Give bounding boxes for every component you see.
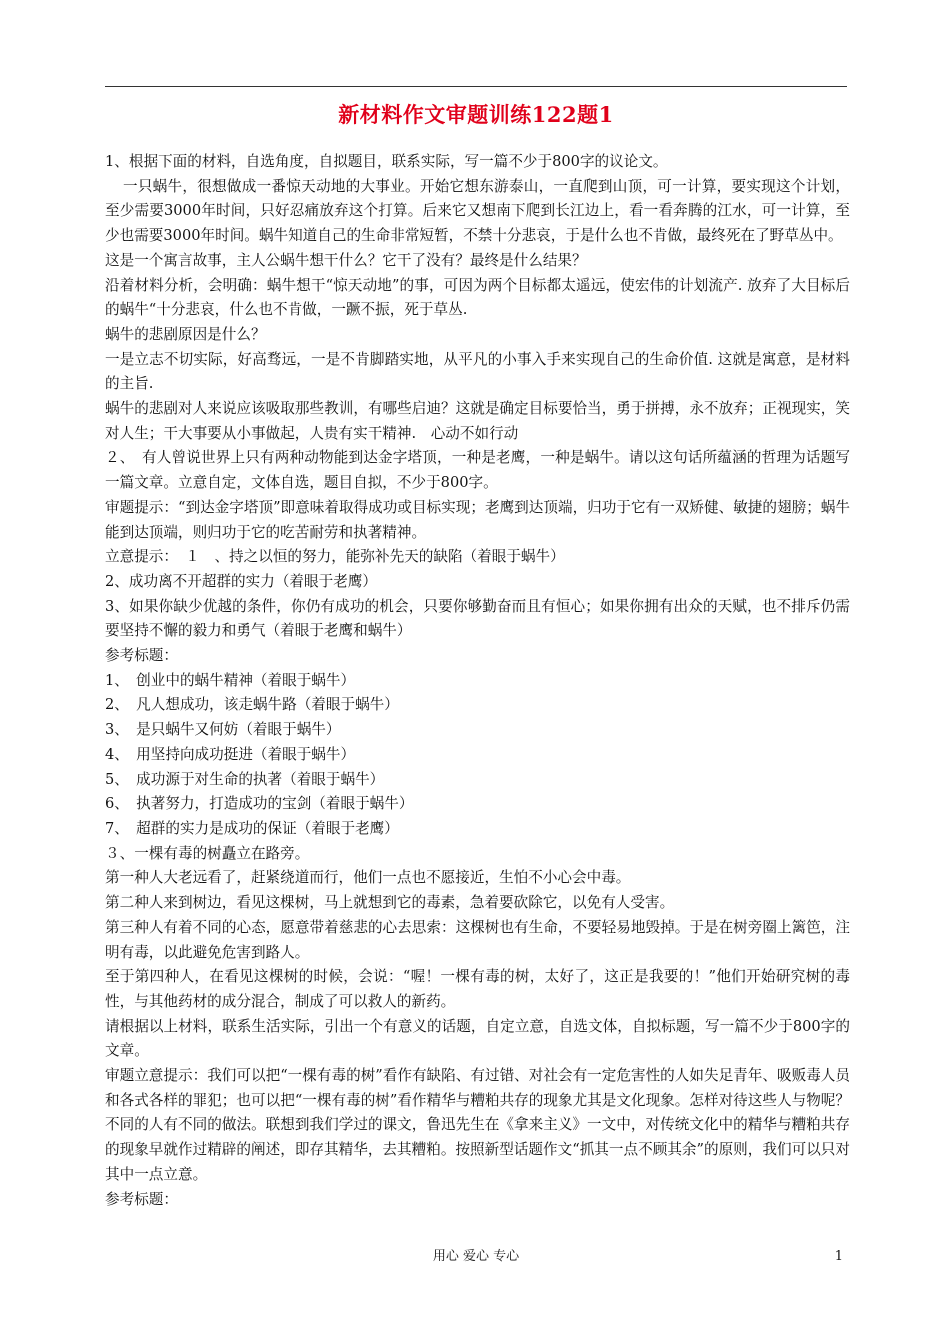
reference-title-item: 3、 是只蜗牛又何妨（着眼于蜗牛） (105, 721, 341, 739)
header-rule (105, 86, 847, 87)
theme-hint-1: 立意提示： １ 、持之以恒的努力，能弥补先天的缺陷（着眼于蜗牛） (105, 548, 565, 566)
lessons-paragraph: 蜗牛的悲剧对人来说应该吸取那些教训，有哪些启迪？这就是确定目标要恰当，勇于拼搏，永不放弃；正视现实，笑对人生；干大事要从小事做起，人贵有实干精神. 心动不如行动 (105, 400, 850, 442)
question-3-prompt: 请根据以上材料，联系生活实际，引出一个有意义的话题，自定立意，自选文体，自拟标题，写一篇不少于800字的文章。 (105, 1017, 850, 1060)
reference-title-item: 2、 凡人想成功，该走蜗牛路（着眼于蜗牛） (105, 696, 399, 714)
fourth-person-type: 至于第四种人，在看见这棵树的时候，会说：“喔！一棵有毒的树，太好了，这正是我要的！”他们开始研究树的毒性，与其他药材的成分混合，制成了可以救人的新药。 (105, 968, 850, 1010)
third-person-type: 第三种人有着不同的心态，愿意带着慈悲的心去思索：这棵树也有生命，不要轻易地毁掉。于是在树旁圈上篱笆，注明有毒，以此避免危害到路人。 (105, 918, 850, 961)
document-title: 新材料作文审题训练122题1 (338, 102, 614, 127)
snail-fable-paragraph: 一只蜗牛，很想做成一番惊天动地的大事业。开始它想东游泰山，一直爬到山顶，可一计算，要实现这个计划，至少需要3000年时间，只好忍痛放弃这个打算。后来它又想南下爬到长江边上，看一看奔腾的江水，可一计算，至少也需要3000年时间。蜗牛知道自己的生命非常短暂，不禁十分悲哀，于是什么也不肯做，最终死在了野草丛中。 (105, 177, 850, 245)
first-person-type: 第一种人大老远看了，赶紧绕道而行，他们一点也不愿接近，生怕不小心会中毒。 (105, 869, 631, 887)
question-1-prompt: 1、根据下面的材料，自选角度，自拟题目，联系实际，写一篇不少于800字的议论文。 (105, 153, 668, 170)
footer-motto: 用心 爱心 专心 (432, 1249, 520, 1264)
reference-titles-heading: 参考标题： (105, 647, 178, 665)
reference-title-item: 4、 用坚持向成功挺进（着眼于蜗牛） (105, 745, 356, 763)
material-analysis: 沿着材料分析，会明确：蜗牛想干“惊天动地”的事，可因为两个目标都太遥远，使宏伟的计划流产. 放弃了大目标后的蜗牛“十分悲哀，什么也不肯做，一蹶不振，死于草丛. (105, 276, 850, 319)
theme-hint-3: 3、如果你缺少优越的条件，你仍有成功的机会，只要你够勤奋而且有恒心；如果你拥有出众的天赋，也不排斥仍需要坚持不懈的毅力和勇气（着眼于老鹰和蜗牛） (105, 597, 850, 640)
page-number: 1 (834, 1249, 843, 1264)
reference-title-item: 7、 超群的实力是成功的保证（着眼于老鹰） (105, 819, 399, 837)
fable-questions: 这是一个寓言故事，主人公蜗牛想干什么？它干了没有？最终是什么结果？ (105, 251, 587, 269)
question-3-hint: 审题立意提示：我们可以把“一棵有毒的树”看作有缺陷、有过错、对社会有一定危害性的人如失足青年、吸贩毒人员和各式各样的罪犯；也可以把“一棵有毒的树”看作精华与糟粕共存的现象尤其是文化现象。怎样对待这些人与物呢？不同的人有不同的做法。联想到我们学过的课文，鲁迅先生在《拿来主义》一文中，对传统文化中的精华与糟粕共存的现象早就作过精辟的阐述，即存其精华，去其糟粕。按照新型话题作文“抓其一点不顾其余”的原则，我们可以只对其中一点立意。 (105, 1067, 850, 1183)
question-3-material: ３、一棵有毒的树矗立在路旁。 (105, 844, 310, 862)
question-2-hint: 审题提示：“到达金字塔顶”即意味着取得成功或目标实现；老鹰到达顶端，归功于它有一双矫健、敏捷的翅膀；蜗牛能到达顶端，则归功于它的吃苦耐劳和执著精神。 (105, 498, 850, 541)
tragedy-cause-question: 蜗牛的悲剧原因是什么？ (105, 325, 266, 343)
reference-titles-heading: 参考标题： (105, 1190, 178, 1208)
document-body (105, 150, 850, 1212)
reference-title-item: 5、 成功源于对生命的执著（着眼于蜗牛） (105, 770, 385, 788)
reference-title-item: 6、 执著努力，打造成功的宝剑（着眼于蜗牛） (105, 795, 414, 813)
question-2-prompt: ２、 有人曾说世界上只有两种动物能到达金字塔顶，一种是老鹰，一种是蜗牛。请以这句话所蕴涵的哲理为话题写一篇文章。立意自定，文体自选，题目自拟，不少于800字。 (105, 449, 850, 492)
theme-hint-2: 2、成功离不开超群的实力（着眼于老鹰） (105, 572, 377, 590)
reference-title-item: 1、 创业中的蜗牛精神（着眼于蜗牛） (105, 671, 356, 689)
tragedy-cause-answer: 一是立志不切实际，好高骛远，一是不肯脚踏实地，从平凡的小事入手来实现自己的生命价值. 这就是寓意，是材料的主旨. (105, 350, 850, 393)
second-person-type: 第二种人来到树边，看见这棵树，马上就想到它的毒素，急着要砍除它，以免有人受害。 (105, 894, 675, 912)
